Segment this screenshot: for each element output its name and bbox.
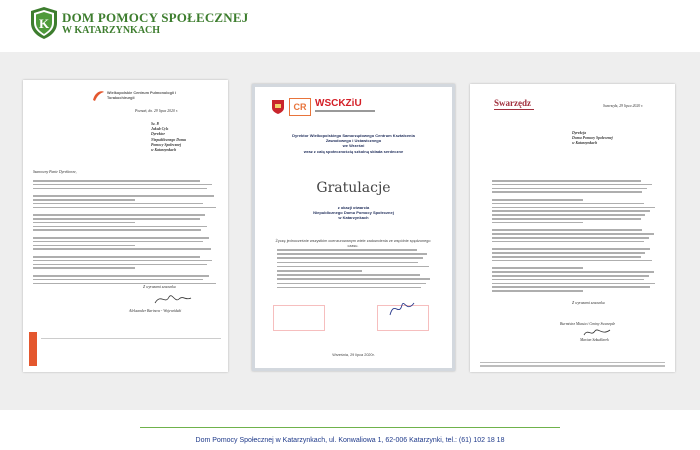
stamp-left-icon bbox=[273, 305, 325, 331]
signatory: Aleksander Barinow - Wojewódzki bbox=[129, 309, 182, 313]
text-line bbox=[277, 262, 418, 264]
text-line bbox=[492, 267, 583, 269]
text-line bbox=[33, 180, 200, 182]
recipient-line: Dyrekcja bbox=[572, 131, 587, 135]
recipient-block bbox=[151, 122, 186, 153]
footer-accent-bar bbox=[29, 332, 37, 366]
text-line bbox=[492, 241, 644, 243]
text-line bbox=[33, 275, 209, 277]
text-line bbox=[33, 256, 200, 258]
brand-subtitle bbox=[315, 110, 375, 112]
signature-icon bbox=[153, 291, 193, 307]
text-line bbox=[492, 256, 641, 258]
letter-footer bbox=[480, 365, 665, 367]
shield-logo-icon[interactable] bbox=[29, 6, 59, 40]
letter-thumbnail-wsckziu[interactable] bbox=[252, 84, 455, 371]
closing: Z wyrazami szacunku bbox=[143, 285, 176, 289]
pulmonology-logo-icon bbox=[91, 90, 105, 102]
footer-address: Dom Pomocy Społecznej w Katarzynkach, ul. Konwaliowa 1, 62-006 Katarzynki, tel.: (61) 102 18 18 bbox=[195, 437, 505, 444]
text-line bbox=[492, 237, 649, 239]
text-line bbox=[33, 241, 203, 243]
signatory: Marian Szkudlarek bbox=[580, 338, 609, 342]
recipient-line: Jakub Cyls bbox=[151, 127, 169, 132]
occasion-line: w Katarzynkach bbox=[338, 215, 369, 221]
site-footer bbox=[0, 410, 700, 450]
footer-divider bbox=[140, 427, 560, 428]
intro-line: wraz z całą społecznością szkolną składa serdeczne bbox=[303, 148, 404, 154]
text-line bbox=[492, 210, 650, 212]
letter-footer bbox=[41, 338, 221, 366]
salutation: Szanowny Panie Dyrektorze, bbox=[33, 170, 77, 174]
text-line bbox=[33, 264, 207, 266]
text-line bbox=[277, 249, 417, 251]
text-line bbox=[277, 287, 421, 289]
brand-name: WSCKZiU bbox=[315, 98, 362, 109]
school-logo-icon: CR bbox=[289, 98, 311, 116]
text-line bbox=[33, 237, 209, 239]
text-line bbox=[492, 191, 642, 193]
site-header bbox=[0, 0, 700, 52]
text-line bbox=[33, 199, 135, 201]
letter-thumbnail-pulmonology[interactable] bbox=[23, 80, 228, 372]
text-line bbox=[492, 286, 650, 288]
recipient-line: w Katarzynkach bbox=[572, 141, 598, 146]
recipient-line: Niepublicznego Domu bbox=[151, 137, 186, 142]
text-line bbox=[492, 203, 644, 205]
text-line bbox=[492, 260, 652, 262]
text-line bbox=[33, 248, 211, 250]
intro-line: Dyrektor Wielkopolskiego Samorządowego Centrum Kształcenia bbox=[292, 133, 415, 138]
recipient-block bbox=[572, 131, 613, 147]
text-line bbox=[33, 184, 212, 186]
text-line bbox=[33, 245, 135, 247]
text-line bbox=[33, 283, 216, 285]
text-line bbox=[33, 226, 207, 228]
brand-title-line1: DOM POMOCY SPOŁECZNEJ bbox=[62, 10, 249, 25]
text-line bbox=[492, 214, 645, 216]
text-line bbox=[33, 229, 201, 231]
text-line bbox=[492, 290, 583, 292]
occasion-line: Niepublicznego Domu Pomocy Społecznej bbox=[313, 210, 394, 216]
signature-icon bbox=[387, 297, 417, 319]
recipient-line: Domu Pomocy Społecznej bbox=[572, 136, 613, 141]
place-date: Września, 29 lipca 2020r. bbox=[332, 353, 375, 357]
recipient-line: w Katarzynkach bbox=[151, 148, 177, 153]
occasion-line: z okazji otwarcia bbox=[337, 205, 370, 210]
text-line bbox=[33, 188, 207, 190]
signature-icon bbox=[582, 326, 612, 338]
text-line bbox=[33, 218, 200, 220]
text-line bbox=[33, 260, 212, 262]
text-line bbox=[277, 274, 420, 276]
text-line bbox=[492, 275, 649, 277]
text-line bbox=[277, 283, 426, 285]
coat-of-arms-icon bbox=[271, 99, 285, 115]
wishes-text: Życzę jednocześnie wszystkim ocenzurowanym wiele zadowolenia ze wspólnie spędzonego czasu. bbox=[275, 239, 431, 249]
text-line bbox=[492, 218, 641, 220]
letter-footer-rule bbox=[480, 362, 665, 363]
text-line bbox=[492, 180, 641, 182]
recipient-line: Sz. P. bbox=[151, 122, 160, 126]
text-line bbox=[492, 283, 655, 285]
text-line bbox=[277, 257, 423, 259]
swarzedz-brand: Swarzędz bbox=[494, 98, 531, 108]
text-line bbox=[492, 199, 583, 201]
text-line bbox=[277, 278, 430, 280]
text-line bbox=[492, 184, 652, 186]
recipient-line: Dyrektor bbox=[151, 132, 165, 137]
text-line bbox=[492, 222, 583, 224]
text-line bbox=[33, 222, 135, 224]
letter-date: Swarzędz, 29 lipca 2020 r. bbox=[603, 104, 644, 108]
signatory-role: Burmistrz Miasta i Gminy Swarzędz bbox=[560, 322, 615, 326]
text-line bbox=[33, 207, 216, 209]
text-line bbox=[492, 188, 647, 190]
text-line bbox=[492, 229, 642, 231]
text-line bbox=[492, 248, 650, 250]
brand-title-line2: W KATARZYNKACH bbox=[62, 25, 161, 36]
intro-block bbox=[255, 133, 452, 154]
closing: Z wyrazami szacunku bbox=[572, 301, 605, 305]
text-line bbox=[492, 233, 654, 235]
occasion-block bbox=[255, 205, 452, 221]
text-line bbox=[492, 279, 644, 281]
brand-underline bbox=[494, 109, 534, 110]
letter-thumbnail-swarzedz[interactable] bbox=[470, 84, 675, 372]
brand-title[interactable] bbox=[62, 11, 248, 37]
text-line bbox=[277, 270, 362, 272]
recipient-line: Pomocy Społecznej bbox=[151, 142, 182, 147]
text-line bbox=[277, 266, 429, 268]
text-line bbox=[492, 271, 654, 273]
text-line bbox=[33, 214, 205, 216]
text-line bbox=[33, 195, 214, 197]
text-line bbox=[33, 267, 135, 269]
text-line bbox=[33, 203, 203, 205]
org-name: Wielkopolskie Centrum Pulmonologii i Torakochirurgii bbox=[107, 91, 177, 101]
text-line bbox=[277, 253, 427, 255]
intro-line: Zawodowego i Ustawicznego bbox=[325, 138, 382, 144]
text-line bbox=[492, 252, 645, 254]
letter-date: Poznań, dn. 29 lipca 2020 r. bbox=[135, 109, 178, 113]
gratulacje-heading: Gratulacje bbox=[316, 180, 391, 196]
text-line bbox=[492, 207, 655, 209]
logo-letter: K bbox=[38, 16, 50, 31]
intro-line: we Wrześni bbox=[342, 143, 365, 149]
text-line bbox=[33, 279, 203, 281]
